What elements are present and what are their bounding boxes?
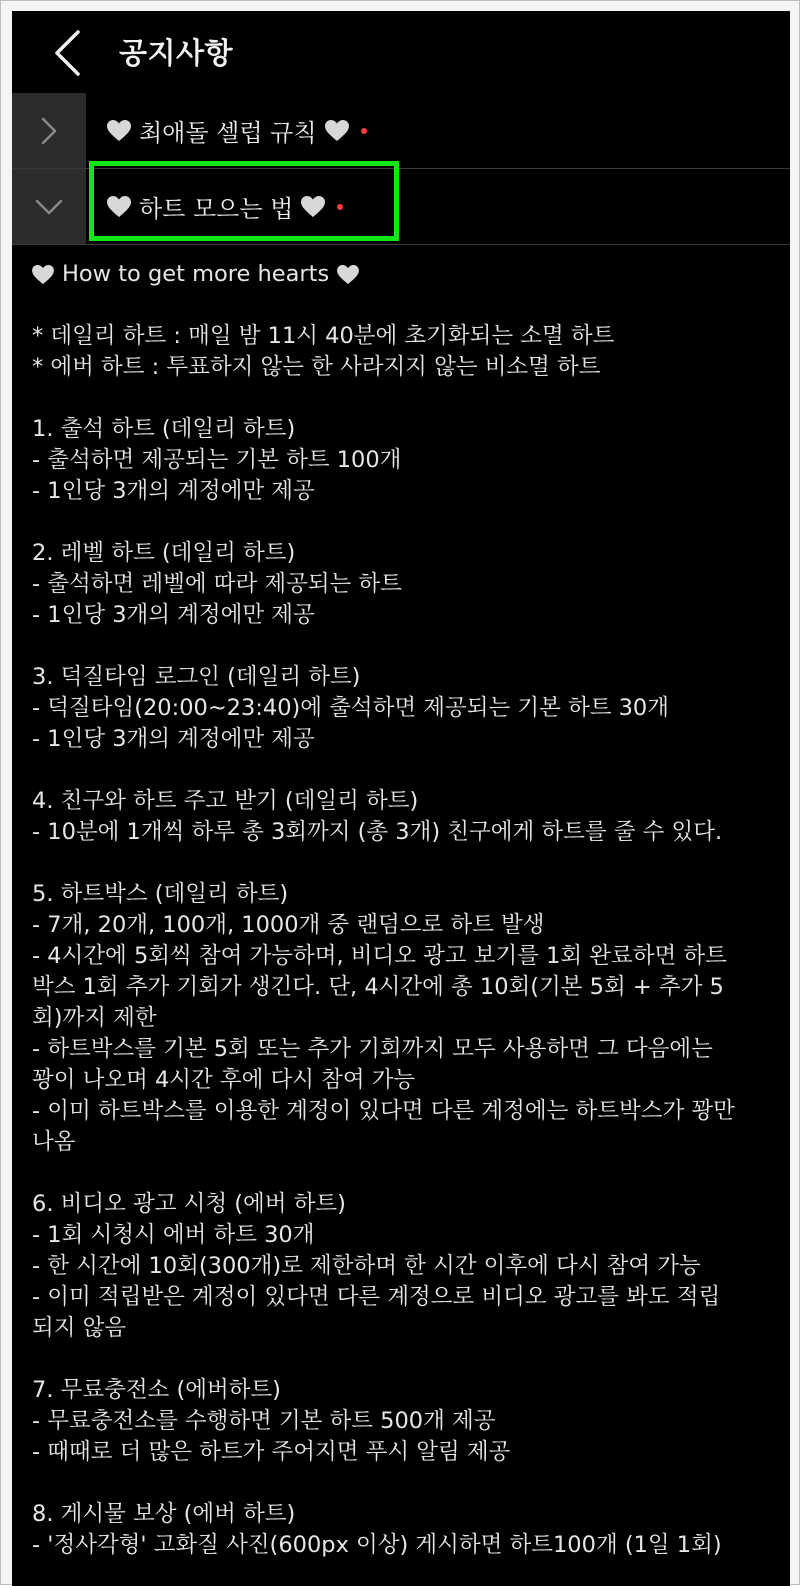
body-line: - '정사각형' 고화질 사진(600px 이상) 게시하면 하트100개 (1일 1회) [32, 1532, 722, 1558]
body-line: 4. 친구와 하트 주고 받기 (데일리 하트) [32, 788, 419, 814]
body-line: - 이미 하트박스를 이용한 계정이 있다면 다른 계정에는 하트박스가 꽝만 [32, 1098, 735, 1124]
page-title: 공지사항 [119, 36, 234, 70]
body-line: - 1인당 3개의 계정에만 제공 [32, 602, 315, 628]
body-line: 5. 하트박스 (데일리 하트) [32, 881, 289, 907]
notice-item-how-to-collect-hearts[interactable] [12, 169, 790, 245]
body-line: - 출석하면 레벨에 따라 제공되는 하트 [32, 571, 402, 597]
body-line: - 1인당 3개의 계정에만 제공 [32, 478, 315, 504]
notice-title: 하트 모으는 법 [139, 195, 294, 223]
blank-line [32, 383, 782, 414]
blank-line [32, 290, 782, 321]
body-line: 7. 무료충전소 (에버하트) [32, 1377, 281, 1403]
chevron-left-icon [52, 28, 82, 78]
heart-icon [325, 120, 349, 142]
blank-line [32, 1158, 782, 1189]
heart-icon [107, 120, 131, 142]
back-button[interactable] [42, 25, 92, 81]
body-line: 1. 출석 하트 (데일리 하트) [32, 416, 296, 442]
blank-line [32, 755, 782, 786]
heart-icon [337, 265, 359, 285]
body-line: - 4시간에 5회씩 참여 가능하며, 비디오 광고 보기를 1회 완료하면 하트 [32, 943, 727, 969]
new-badge-dot [361, 128, 367, 134]
blank-line [32, 1344, 782, 1375]
notice-item-celeb-rules[interactable] [12, 93, 790, 169]
expand-toggle[interactable] [12, 93, 86, 168]
notice-title: 최애돌 셀럽 규칙 [139, 119, 317, 147]
body-line: - 때때로 더 많은 하트가 주어지면 푸시 알림 제공 [32, 1439, 511, 1465]
heart-icon [32, 265, 54, 285]
body-line: - 한 시간에 10회(300개)로 제한하며 한 시간 이후에 다시 참여 가능 [32, 1253, 701, 1279]
body-heading [32, 259, 782, 290]
blank-line [32, 848, 782, 879]
app-screen [12, 11, 790, 1586]
body-line: 회)까지 제한 [32, 1005, 157, 1031]
body-line: * 에버 하트 : 투표하지 않는 한 사라지지 않는 비소멸 하트 [32, 354, 601, 380]
collapse-toggle[interactable] [12, 169, 86, 244]
body-line: - 10분에 1개씩 하루 총 3회까지 (총 3개) 친구에게 하트를 줄 수 있다. [32, 819, 723, 845]
body-line: 나옴 [32, 1129, 76, 1155]
body-line: * 데일리 하트 : 매일 밤 11시 40분에 초기화되는 소멸 하트 [32, 323, 615, 349]
body-line: - 7개, 20개, 100개, 1000개 중 랜덤으로 하트 발생 [32, 912, 545, 938]
body-line: 꽝이 나오며 4시간 후에 다시 참여 가능 [32, 1067, 416, 1093]
body-line: - 출석하면 제공되는 기본 하트 100개 [32, 447, 402, 473]
body-line: 8. 게시물 보상 (에버 하트) [32, 1501, 296, 1527]
notice-title-row [107, 169, 343, 244]
body-line: 2. 레벨 하트 (데일리 하트) [32, 540, 296, 566]
blank-line [32, 507, 782, 538]
body-line: 박스 1회 추가 기회가 생긴다. 단, 4시간에 총 10회(기본 5회 + 추가 5 [32, 974, 724, 1000]
top-bar [12, 11, 790, 93]
body-line: - 1회 시청시 에버 하트 30개 [32, 1222, 315, 1248]
body-line: - 덕질타임(20:00~23:40)에 출석하면 제공되는 기본 하트 30개 [32, 695, 669, 721]
body-line: - 무료충전소를 수행하면 기본 하트 500개 제공 [32, 1408, 496, 1434]
body-line: - 1인당 3개의 계정에만 제공 [32, 726, 315, 752]
body-line: - 하트박스를 기본 5회 또는 추가 기회까지 모두 사용하면 그 다음에는 [32, 1036, 713, 1062]
chevron-down-icon [33, 197, 65, 217]
body-line: 6. 비디오 광고 시청 (에버 하트) [32, 1191, 346, 1217]
blank-line [32, 1468, 782, 1499]
new-badge-dot [337, 204, 343, 210]
body-line: - 이미 적립받은 계정이 있다면 다른 계정으로 비디오 광고를 봐도 적립 [32, 1284, 721, 1310]
body-line: 3. 덕질타임 로그인 (데일리 하트) [32, 664, 361, 690]
heart-icon [107, 196, 131, 218]
notice-body [32, 259, 782, 1561]
blank-line [32, 631, 782, 662]
body-heading-text: How to get more hearts [62, 261, 330, 287]
body-lines [32, 290, 782, 1561]
heart-icon [301, 196, 325, 218]
body-line: 되지 않음 [32, 1315, 127, 1341]
chevron-right-icon [39, 115, 59, 147]
notice-title-row [107, 93, 367, 168]
